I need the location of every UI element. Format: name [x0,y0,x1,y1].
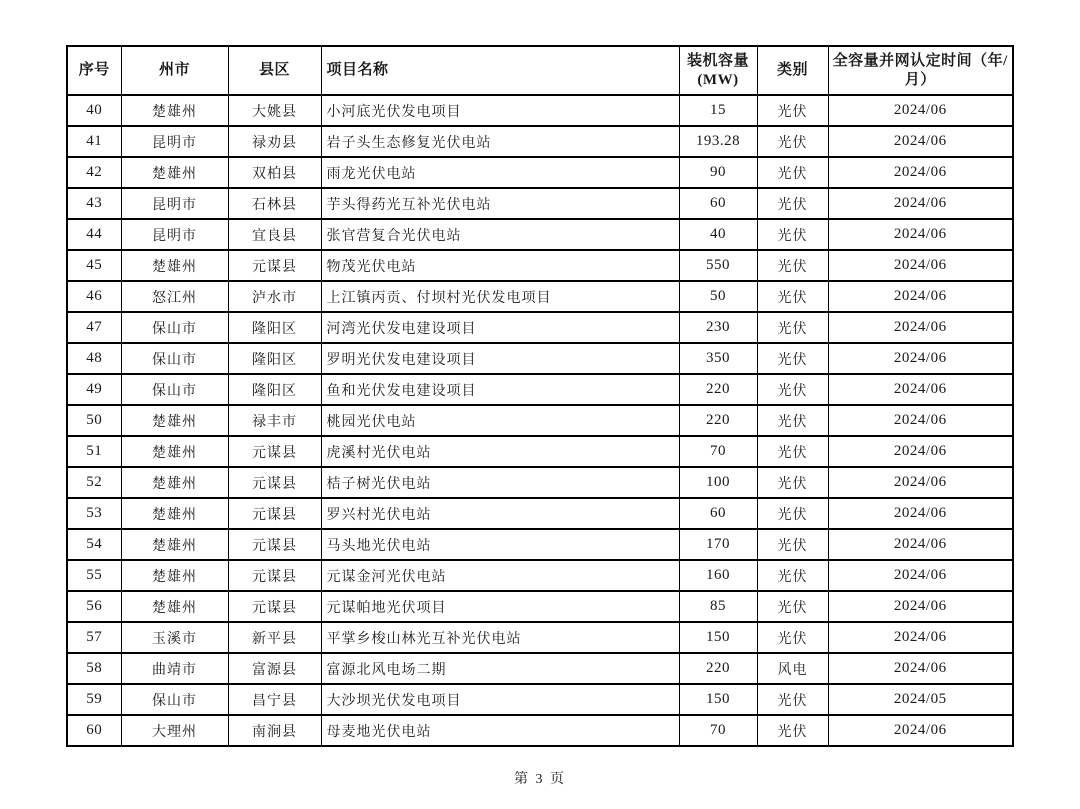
cell-category: 风电 [757,653,828,684]
cell-index: 58 [67,653,121,684]
table-row [67,374,1013,405]
cell-capacity: 60 [679,188,757,219]
cell-capacity: 50 [679,281,757,312]
cell-project-name: 罗明光伏发电建设项目 [321,343,679,374]
cell-grid-date: 2024/06 [828,560,1013,591]
cell-capacity: 40 [679,219,757,250]
cell-category: 光伏 [757,188,828,219]
cell-grid-date: 2024/06 [828,188,1013,219]
cell-capacity: 60 [679,498,757,529]
cell-grid-date: 2024/06 [828,436,1013,467]
cell-grid-date: 2024/06 [828,498,1013,529]
table-row [67,529,1013,560]
cell-county: 昌宁县 [228,684,321,715]
cell-index: 44 [67,219,121,250]
cell-index: 52 [67,467,121,498]
cell-prefecture: 楚雄州 [121,250,228,281]
cell-prefecture: 玉溪市 [121,622,228,653]
cell-index: 50 [67,405,121,436]
header-row [67,46,1013,95]
table-row [67,467,1013,498]
cell-project-name: 平掌乡梭山林光互补光伏电站 [321,622,679,653]
cell-grid-date: 2024/06 [828,653,1013,684]
table-row [67,343,1013,374]
cell-index: 45 [67,250,121,281]
cell-capacity: 170 [679,529,757,560]
cell-county: 隆阳区 [228,343,321,374]
cell-grid-date: 2024/06 [828,95,1013,126]
table-row [67,653,1013,684]
cell-capacity: 193.28 [679,126,757,157]
cell-capacity: 350 [679,343,757,374]
cell-county: 元谋县 [228,467,321,498]
cell-project-name: 元谋金河光伏电站 [321,560,679,591]
cell-category: 光伏 [757,219,828,250]
cell-index: 47 [67,312,121,343]
cell-capacity: 70 [679,436,757,467]
cell-project-name: 母麦地光伏电站 [321,715,679,746]
cell-county: 禄丰市 [228,405,321,436]
cell-category: 光伏 [757,436,828,467]
cell-prefecture: 楚雄州 [121,436,228,467]
header-prefecture: 州市 [121,46,228,95]
cell-county: 隆阳区 [228,374,321,405]
cell-prefecture: 楚雄州 [121,560,228,591]
cell-project-name: 芋头得药光互补光伏电站 [321,188,679,219]
cell-grid-date: 2024/06 [828,715,1013,746]
cell-county: 元谋县 [228,529,321,560]
table-body [67,95,1013,746]
cell-grid-date: 2024/06 [828,343,1013,374]
cell-index: 40 [67,95,121,126]
table-row [67,622,1013,653]
cell-prefecture: 怒江州 [121,281,228,312]
cell-category: 光伏 [757,529,828,560]
cell-grid-date: 2024/06 [828,622,1013,653]
cell-county: 元谋县 [228,591,321,622]
cell-grid-date: 2024/06 [828,281,1013,312]
cell-prefecture: 保山市 [121,343,228,374]
cell-prefecture: 楚雄州 [121,529,228,560]
cell-county: 双柏县 [228,157,321,188]
cell-category: 光伏 [757,95,828,126]
cell-county: 隆阳区 [228,312,321,343]
cell-index: 59 [67,684,121,715]
header-project-name: 项目名称 [321,46,679,95]
header-category: 类别 [757,46,828,95]
cell-capacity: 150 [679,684,757,715]
cell-grid-date: 2024/06 [828,591,1013,622]
cell-prefecture: 曲靖市 [121,653,228,684]
cell-index: 49 [67,374,121,405]
cell-capacity: 220 [679,374,757,405]
table-row [67,95,1013,126]
cell-grid-date: 2024/05 [828,684,1013,715]
cell-grid-date: 2024/06 [828,250,1013,281]
cell-project-name: 小河底光伏发电项目 [321,95,679,126]
table-row [67,188,1013,219]
cell-project-name: 桔子树光伏电站 [321,467,679,498]
header-capacity-line1: 装机容量 [686,52,749,69]
cell-grid-date: 2024/06 [828,405,1013,436]
cell-county: 禄劝县 [228,126,321,157]
table-row [67,436,1013,467]
cell-category: 光伏 [757,560,828,591]
cell-prefecture: 大理州 [121,715,228,746]
cell-county: 新平县 [228,622,321,653]
cell-prefecture: 楚雄州 [121,405,228,436]
cell-prefecture: 昆明市 [121,219,228,250]
cell-grid-date: 2024/06 [828,312,1013,343]
cell-project-name: 鱼和光伏发电建设项目 [321,374,679,405]
cell-county: 元谋县 [228,250,321,281]
cell-category: 光伏 [757,374,828,405]
cell-project-name: 富源北风电场二期 [321,653,679,684]
cell-category: 光伏 [757,498,828,529]
cell-prefecture: 楚雄州 [121,157,228,188]
cell-project-name: 元谋帕地光伏项目 [321,591,679,622]
cell-prefecture: 楚雄州 [121,95,228,126]
table-row [67,312,1013,343]
cell-project-name: 上江镇丙贡、付坝村光伏发电项目 [321,281,679,312]
cell-index: 43 [67,188,121,219]
cell-capacity: 160 [679,560,757,591]
cell-grid-date: 2024/06 [828,529,1013,560]
cell-capacity: 100 [679,467,757,498]
cell-prefecture: 楚雄州 [121,591,228,622]
table-row [67,126,1013,157]
cell-category: 光伏 [757,343,828,374]
table-row [67,498,1013,529]
cell-prefecture: 昆明市 [121,188,228,219]
cell-category: 光伏 [757,684,828,715]
cell-grid-date: 2024/06 [828,157,1013,188]
cell-index: 46 [67,281,121,312]
cell-category: 光伏 [757,715,828,746]
cell-index: 57 [67,622,121,653]
cell-county: 元谋县 [228,436,321,467]
table-header [67,46,1013,95]
cell-index: 56 [67,591,121,622]
cell-capacity: 550 [679,250,757,281]
cell-county: 南涧县 [228,715,321,746]
cell-category: 光伏 [757,281,828,312]
cell-prefecture: 楚雄州 [121,467,228,498]
cell-prefecture: 昆明市 [121,126,228,157]
page-number: 第 3 页 [514,772,566,787]
cell-capacity: 15 [679,95,757,126]
table-row [67,157,1013,188]
cell-index: 54 [67,529,121,560]
cell-prefecture: 保山市 [121,684,228,715]
cell-capacity: 230 [679,312,757,343]
cell-project-name: 张官营复合光伏电站 [321,219,679,250]
cell-grid-date: 2024/06 [828,467,1013,498]
cell-grid-date: 2024/06 [828,126,1013,157]
cell-capacity: 220 [679,653,757,684]
cell-project-name: 桃园光伏电站 [321,405,679,436]
cell-capacity: 90 [679,157,757,188]
cell-capacity: 220 [679,405,757,436]
header-capacity-line2: (MW) [697,71,739,88]
cell-grid-date: 2024/06 [828,374,1013,405]
cell-category: 光伏 [757,591,828,622]
header-county: 县区 [228,46,321,95]
cell-county: 大姚县 [228,95,321,126]
cell-index: 41 [67,126,121,157]
cell-grid-date: 2024/06 [828,219,1013,250]
table-row [67,684,1013,715]
cell-index: 60 [67,715,121,746]
cell-project-name: 物茂光伏电站 [321,250,679,281]
table-row [67,560,1013,591]
projects-table [66,45,1014,747]
cell-county: 宜良县 [228,219,321,250]
cell-project-name: 河湾光伏发电建设项目 [321,312,679,343]
cell-capacity: 70 [679,715,757,746]
cell-county: 元谋县 [228,560,321,591]
cell-category: 光伏 [757,622,828,653]
cell-category: 光伏 [757,126,828,157]
cell-project-name: 雨龙光伏电站 [321,157,679,188]
header-grid-time: 全容量并网认定时间（年/月） [828,46,1013,95]
cell-category: 光伏 [757,157,828,188]
table-row [67,591,1013,622]
cell-index: 48 [67,343,121,374]
table-row [67,405,1013,436]
cell-capacity: 150 [679,622,757,653]
table-row [67,281,1013,312]
table-row [67,715,1013,746]
cell-category: 光伏 [757,312,828,343]
cell-county: 富源县 [228,653,321,684]
cell-category: 光伏 [757,467,828,498]
cell-index: 42 [67,157,121,188]
cell-county: 石林县 [228,188,321,219]
cell-index: 53 [67,498,121,529]
cell-prefecture: 保山市 [121,374,228,405]
cell-county: 泸水市 [228,281,321,312]
cell-index: 51 [67,436,121,467]
cell-prefecture: 保山市 [121,312,228,343]
cell-project-name: 罗兴村光伏电站 [321,498,679,529]
table-row [67,219,1013,250]
cell-project-name: 岩子头生态修复光伏电站 [321,126,679,157]
cell-project-name: 大沙坝光伏发电项目 [321,684,679,715]
cell-capacity: 85 [679,591,757,622]
table-row [67,250,1013,281]
cell-index: 55 [67,560,121,591]
cell-category: 光伏 [757,405,828,436]
document-page [0,45,1080,809]
cell-project-name: 马头地光伏电站 [321,529,679,560]
header-index: 序号 [67,46,121,95]
header-capacity [679,46,757,95]
cell-prefecture: 楚雄州 [121,498,228,529]
cell-county: 元谋县 [228,498,321,529]
cell-category: 光伏 [757,250,828,281]
cell-project-name: 虎溪村光伏电站 [321,436,679,467]
